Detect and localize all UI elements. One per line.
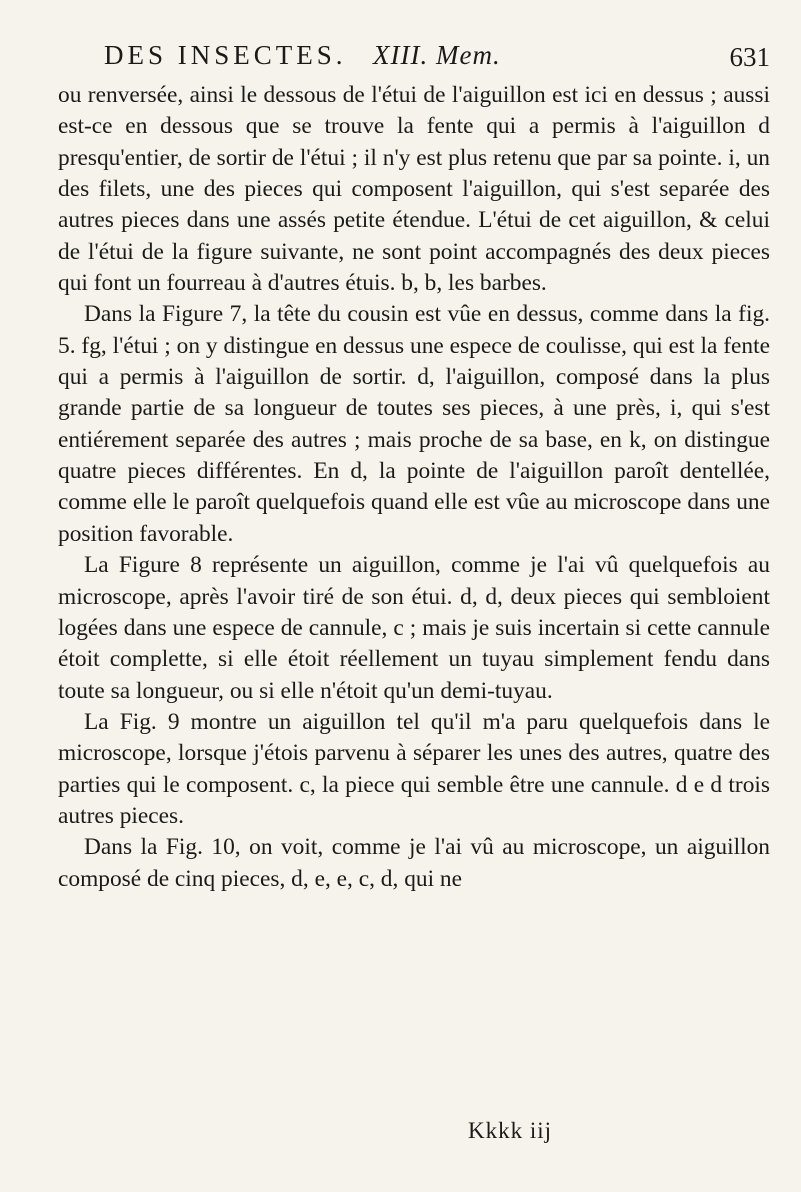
volume-reference: XIII. Mem. [373,40,501,70]
running-head: DES INSECTES. [104,40,347,70]
page-body [58,80,770,895]
page-header [58,40,770,80]
book-page [58,40,770,895]
paragraph: Dans la Fig. 10, on voit, comme je l'ai vû au microscope, un aiguillon composé de cinq pieces, d, e, e, c, d, qui ne [58,834,770,892]
page-number: 631 [729,42,770,72]
signature-mark: Kkkk iij [468,1118,553,1143]
paragraph: La Figure 8 représente un aiguillon, comme je l'ai vû quelquefois au microscope, après l'avoir tiré de son étui. d, d, deux pieces qui sembloient logées dans une espece de cannule, c ; mais je suis incertain si cette cannule étoit complette, si elle étoit réellement un tuyau simplement fendu dans toute sa longueur, ou si elle n'étoit qu'un demi-tuyau. [58,552,770,704]
paragraph: ou renversée, ainsi le dessous de l'étui de l'aiguillon est ici en dessus ; aussi est-ce en dessous que se trouve la fente qui a permis à l'aiguillon d presqu'entier, de sortir de l'étui ; il n'y est plus retenu que par sa pointe. i, un des filets, une des pieces qui composent l'aiguillon, qui s'est separée des autres pieces dans une assés petite étendue. L'étui de cet aiguillon, & celui de l'étui de la figure suivante, ne sont point accompagnés des deux pieces qui font un fourreau à d'autres étuis. b, b, les barbes. [58,82,770,297]
paragraph: La Fig. 9 montre un aiguillon tel qu'il m'a paru quelquefois dans le microscope, lorsque j'étois parvenu à séparer les unes des autres, quatre des parties qui le composent. c, la piece qui semble être une cannule. d e d trois autres pieces. [58,708,770,829]
paragraph: Dans la Figure 7, la tête du cousin est vûe en dessus, comme dans la fig. 5. fg, l'étui ; on y distingue en dessus une espece de coulisse, qui est la fente qui a permis à l'aiguillon de sortir. d, l'aiguillon, composé dans la plus grande partie de sa longueur de toutes ses pieces, à une près, i, qui s'est entiérement separée des autres ; mais proche de sa base, en k, on distingue quatre pieces différentes. En d, la pointe de l'aiguillon paroît dentellée, comme elle le paroît quelquefois quand elle est vûe au microscope dans une position favorable. [58,301,770,547]
